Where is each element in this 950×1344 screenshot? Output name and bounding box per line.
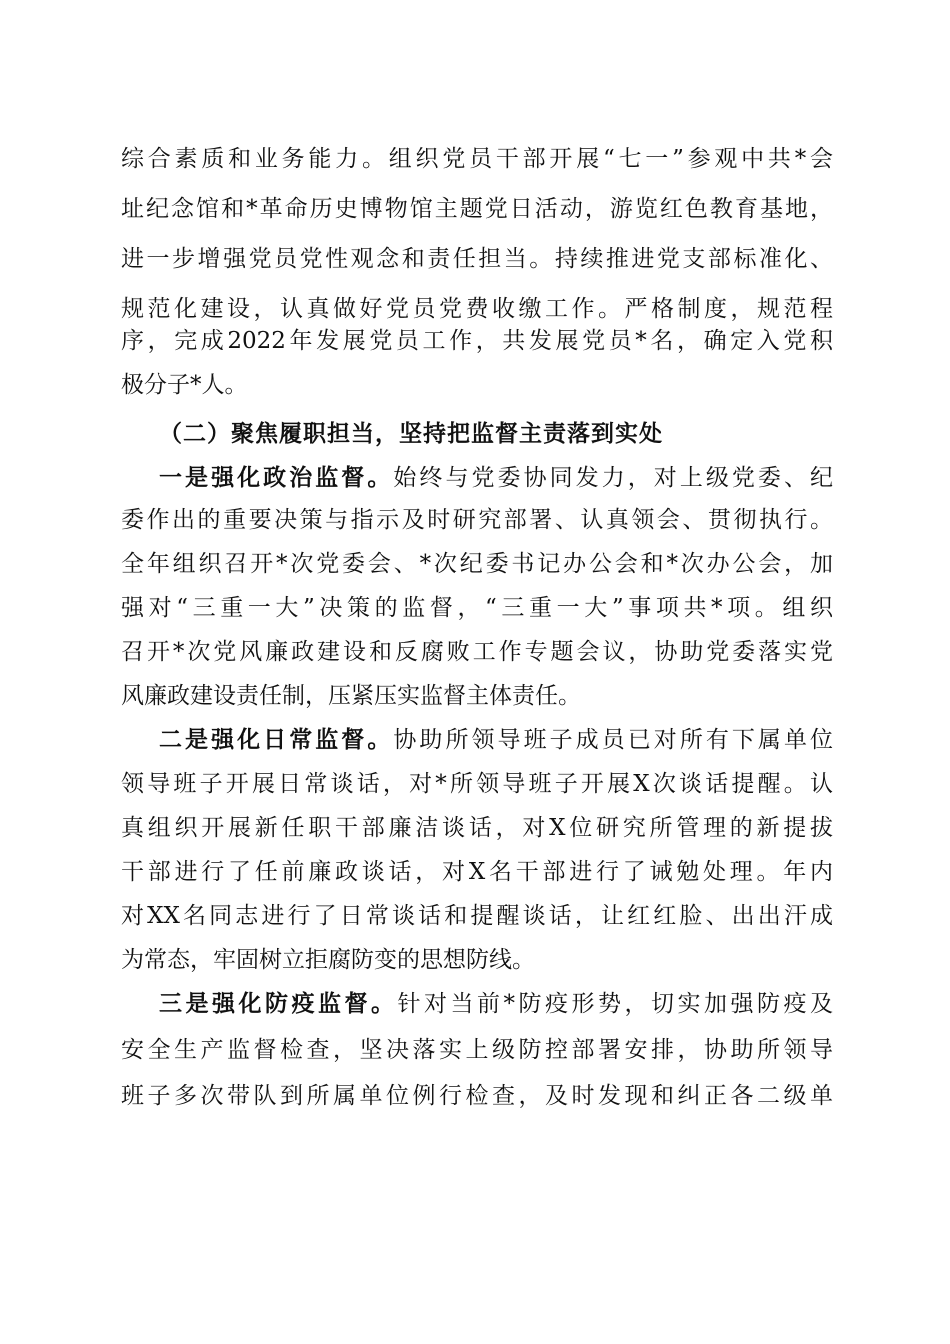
text-line: 真组织开展新任职干部廉洁谈话，对X位研究所管理的新提拔 xyxy=(121,815,833,841)
text-line: 综合素质和业务能力。组织党员干部开展“七一”参观中共*会 xyxy=(121,146,833,172)
text-line: 址纪念馆和*革命历史博物馆主题党日活动，游览红色教育基地， xyxy=(121,196,833,222)
text-line: 委作出的重要决策与指示及时研究部署、认真领会、贯彻执行。 xyxy=(121,507,833,533)
text-line: 对XX名同志进行了日常谈话和提醒谈话，让红红脸、出出汗成 xyxy=(121,903,833,929)
paragraph-text: 始终与党委协同发力，对上级党委、纪 xyxy=(393,465,834,491)
text-line: 风廉政建设责任制，压紧压实监督主体责任。 xyxy=(121,683,581,709)
text-line: 进一步增强党员党性观念和责任担当。持续推进党支部标准化、 xyxy=(121,246,833,272)
text-line: 召开*次党风廉政建设和反腐败工作专题会议，协助党委落实党 xyxy=(121,639,833,665)
text-line: 干部进行了任前廉政谈话，对X名干部进行了诫勉处理。年内 xyxy=(121,859,833,885)
paragraph-first-line xyxy=(159,720,833,760)
section-heading: （二）聚焦履职担当，坚持把监督主责落到实处 xyxy=(159,420,663,447)
text-line: 规范化建设，认真做好党员党费收缴工作。严格制度，规范程 xyxy=(121,296,833,322)
text-line: 安全生产监督检查，坚决落实上级防控部署安排，协助所领导 xyxy=(121,1037,833,1063)
text-line: 强对“三重一大”决策的监督，“三重一大”事项共*项。组织 xyxy=(121,595,833,621)
text-line: 领导班子开展日常谈话，对*所领导班子开展X次谈话提醒。认 xyxy=(121,771,833,797)
paragraph-lead: 一是强化政治监督。 xyxy=(159,464,394,491)
text-line: 为常态，牢固树立拒腐防变的思想防线。 xyxy=(121,947,535,973)
text-line: 班子多次带队到所属单位例行检查，及时发现和纠正各二级单 xyxy=(121,1083,833,1109)
paragraph-first-line xyxy=(159,458,833,498)
paragraph-text: 针对当前*防疫形势，切实加强防疫及 xyxy=(397,991,833,1017)
paragraph-text: 协助所领导班子成员已对所有下属单位 xyxy=(393,727,834,753)
paragraph-lead: 二是强化日常监督。 xyxy=(159,726,394,753)
text-line: 全年组织召开*次党委会、*次纪委书记办公会和*次办公会，加 xyxy=(121,551,833,577)
paragraph-first-line xyxy=(159,984,833,1024)
text-line: 序，完成2022年发展党员工作，共发展党员*名，确定入党积 xyxy=(121,328,833,354)
text-line: 极分子*人。 xyxy=(121,372,248,398)
paragraph-lead: 三是强化防疫监督。 xyxy=(159,990,398,1017)
